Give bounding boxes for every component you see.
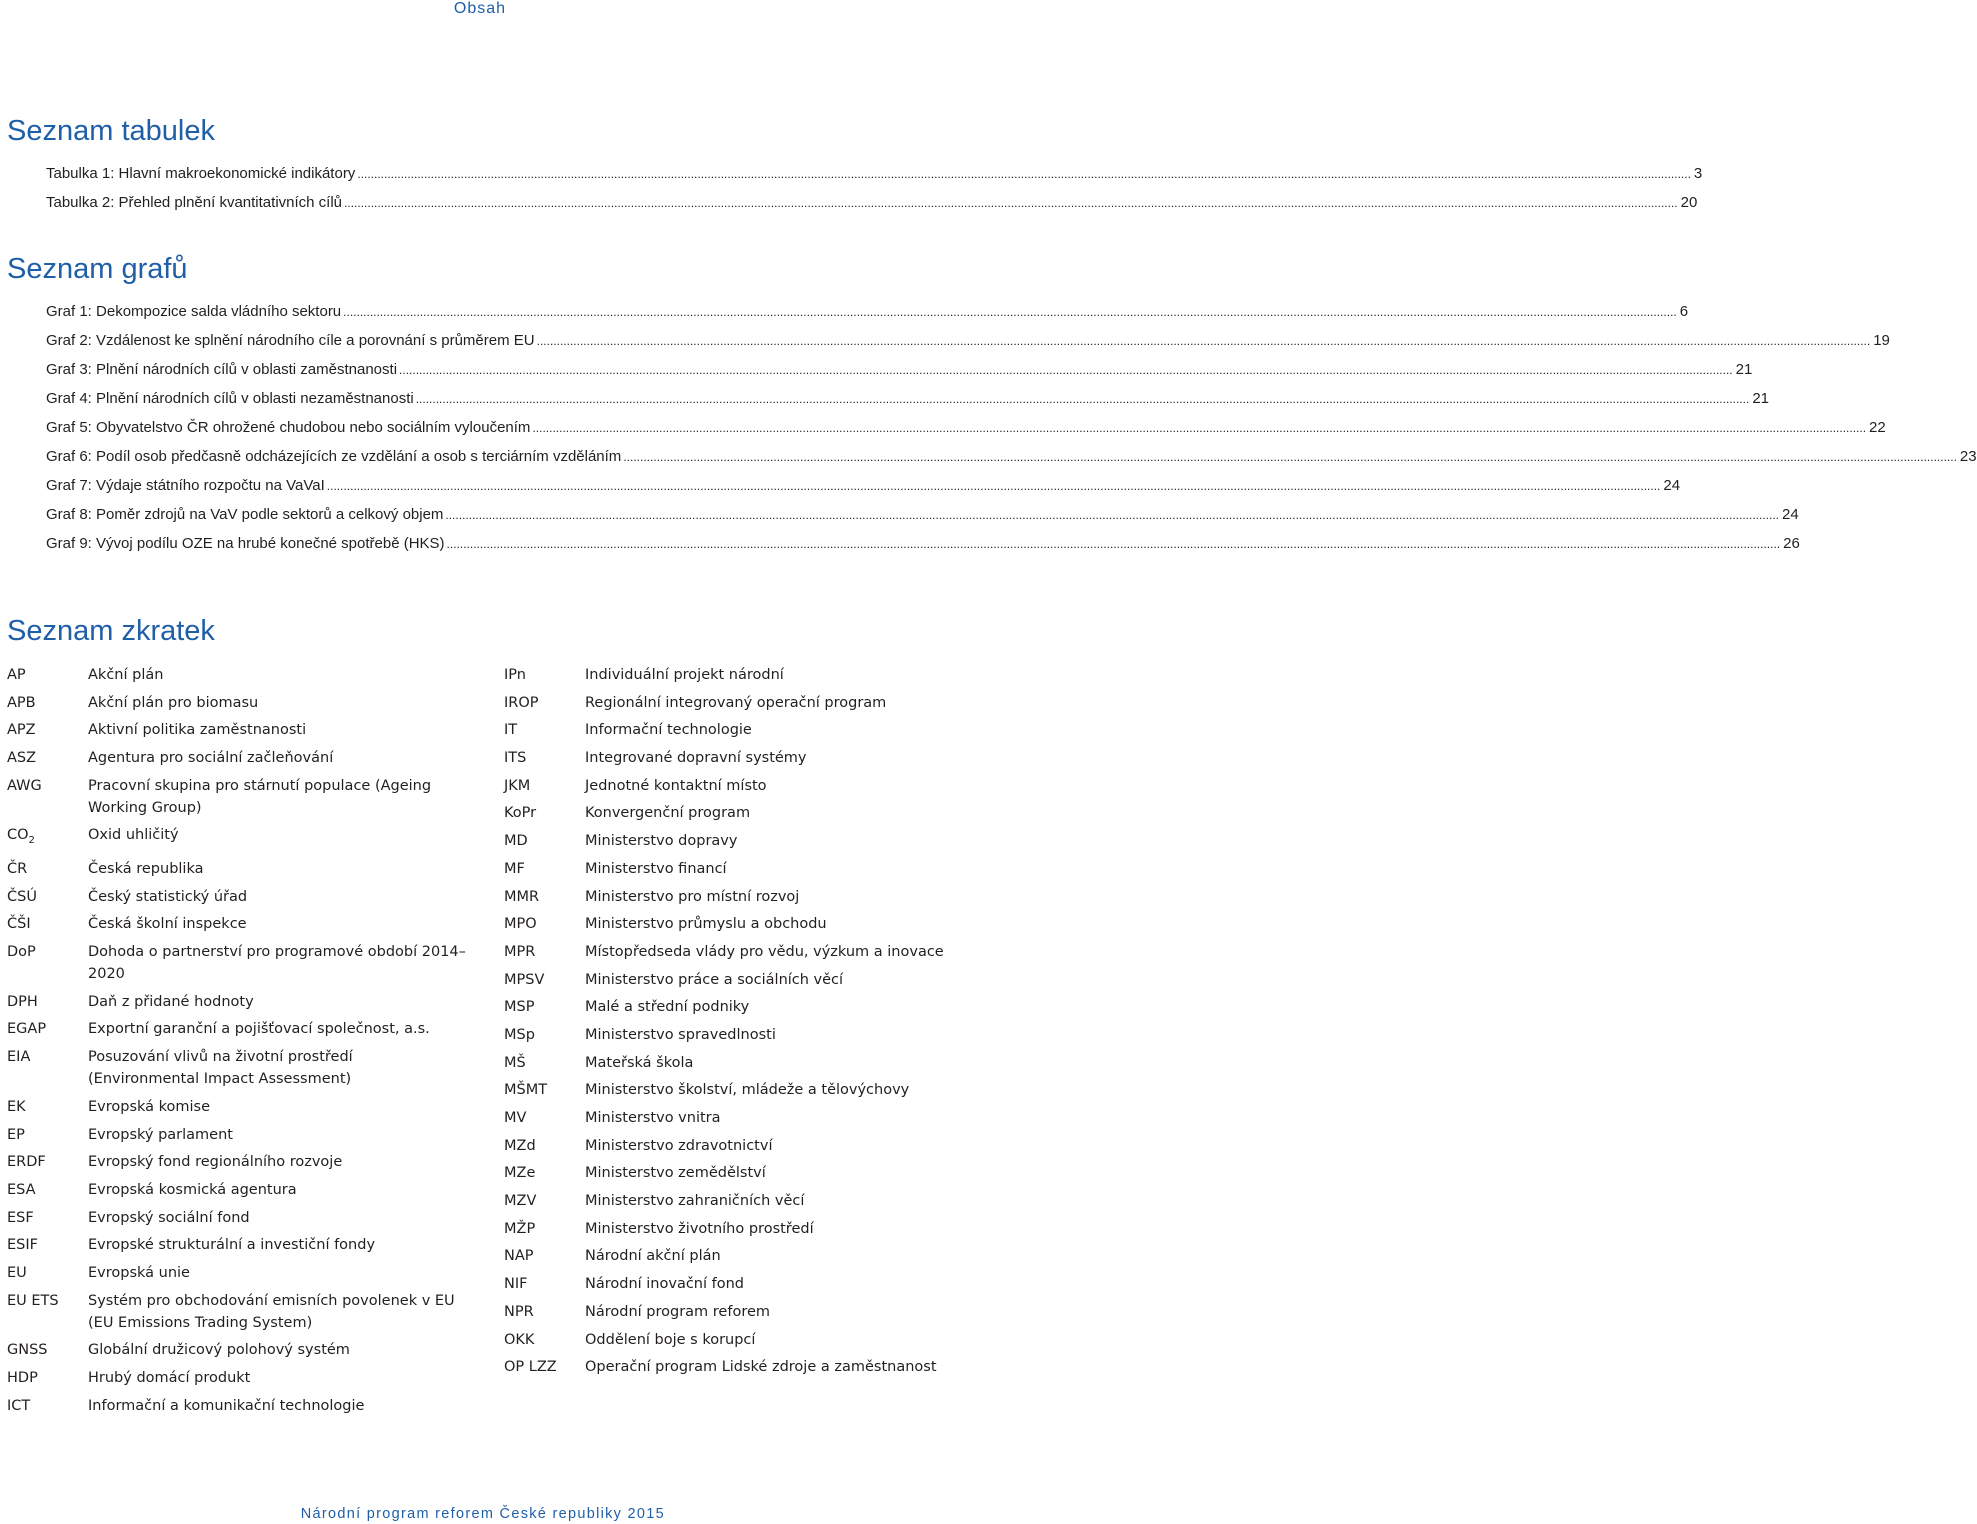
abbreviation-description: Český statistický úřad [88, 888, 248, 905]
abbreviation-code: EK [7, 1098, 26, 1115]
abbreviation-entry [504, 969, 954, 991]
abbreviation-description: Agentura pro sociální začleňování [88, 750, 334, 767]
toc-leader-dots: ................................................................................................................................................................................................................................................................................................................................................................................................................ [623, 450, 1957, 464]
abbreviation-entry [7, 775, 467, 819]
abbreviation-code: IROP [504, 694, 539, 711]
abbreviation-description: Malé a střední podniky [585, 999, 750, 1016]
abbreviation-entry [7, 991, 467, 1013]
abbreviation-code: MZd [504, 1137, 536, 1154]
abbreviation-code: ČSÚ [7, 888, 37, 905]
abbreviation-code: ČR [7, 861, 28, 878]
graphs-list [46, 297, 1977, 558]
abbreviation-entry [7, 664, 467, 686]
toc-leader-dots: ................................................................................................................................................................................................................................................................................................................................................................................................................ [399, 363, 1733, 377]
abbreviation-entry [504, 1301, 954, 1323]
abbreviation-entry [7, 1179, 467, 1201]
toc-entry-page: 24 [1663, 477, 1681, 494]
abbreviation-description: Aktivní politika zaměstnanosti [88, 722, 307, 739]
abbreviation-description: Ministerstvo práce a sociálních věcí [585, 971, 844, 988]
abbreviation-code: MD [504, 833, 528, 850]
abbreviation-entry [7, 941, 467, 985]
abbreviation-code: APB [7, 694, 36, 711]
abbreviation-code: DPH [7, 993, 38, 1010]
abbreviation-code-subscript: 2 [28, 835, 35, 847]
abbreviation-entry [504, 1329, 954, 1351]
abbreviation-entry [504, 830, 954, 852]
abbreviation-code: EP [7, 1126, 25, 1143]
abbreviation-code: MPSV [504, 971, 545, 988]
abbreviation-entry [504, 1273, 954, 1295]
abbreviation-description: Oddělení boje s korupcí [585, 1331, 756, 1348]
toc-entry-page: 26 [1783, 535, 1800, 552]
abbreviation-code: KoPr [504, 805, 537, 822]
toc-entry-label: Graf 7: Výdaje státního rozpočtu na VaVaI [46, 477, 325, 494]
abbreviation-description: Česká školní inspekce [88, 916, 247, 933]
abbreviation-description: Informační a komunikační technologie [88, 1397, 365, 1414]
abbreviation-entry [7, 1262, 467, 1284]
abbreviation-code: AWG [7, 777, 42, 794]
abbreviations-section-title: Seznam zkratek [7, 615, 215, 647]
abbreviation-code: AP [7, 667, 26, 683]
toc-entry[interactable] [46, 384, 1769, 413]
abbreviation-code: JKM [504, 777, 531, 794]
abbreviation-code: NIF [504, 1276, 528, 1293]
abbreviation-description: Daň z přidané hodnoty [88, 993, 254, 1010]
toc-leader-dots: ................................................................................................................................................................................................................................................................................................................................................................................................................ [415, 392, 1750, 406]
abbreviation-entry [504, 1135, 954, 1157]
abbreviation-description: Ministerstvo pro místní rozvoj [585, 888, 800, 905]
toc-entry-page: 6 [1679, 303, 1689, 320]
toc-entry-label: Tabulka 1: Hlavní makroekonomické indikátory [46, 165, 356, 182]
abbreviation-entry [7, 692, 467, 714]
abbreviation-description: Ministerstvo zemědělství [585, 1165, 766, 1182]
abbreviation-description: Mateřská škola [585, 1054, 694, 1071]
abbreviation-description: Ministerstvo vnitra [585, 1110, 721, 1126]
abbreviation-entry [504, 692, 954, 714]
toc-leader-dots: ................................................................................................................................................................................................................................................................................................................................................................................................................ [445, 508, 1780, 522]
abbreviation-description: Operační program Lidské zdroje a zaměstnanost [585, 1359, 937, 1376]
abbreviation-entry [504, 1079, 954, 1101]
abbreviation-description: Pracovní skupina pro stárnutí populace (Ageing Working Group) [88, 777, 432, 816]
abbreviation-code-main: CO [7, 827, 29, 844]
abbreviation-entry [504, 802, 954, 824]
toc-entry-label: Graf 4: Plnění národních cílů v oblasti nezaměstnanosti [46, 390, 414, 407]
abbreviation-description: Evropská kosmická agentura [88, 1181, 297, 1198]
abbreviation-entry [7, 1339, 467, 1361]
graphs-section-title: Seznam grafů [7, 253, 188, 285]
abbreviation-code: MSp [504, 1026, 535, 1043]
abbreviation-code: MPO [504, 916, 537, 933]
abbreviation-code: ICT [7, 1397, 31, 1414]
toc-entry-page: 20 [1680, 194, 1698, 211]
abbreviation-entry [7, 886, 467, 908]
abbreviation-description: Evropský sociální fond [88, 1209, 250, 1226]
abbreviation-code: EGAP [7, 1021, 47, 1038]
abbreviation-code: MV [504, 1110, 527, 1126]
abbreviation-description: Ministerstvo školství, mládeže a tělovýchovy [585, 1082, 910, 1099]
abbreviation-code: HDP [7, 1370, 38, 1387]
abbreviation-description: Evropská komise [88, 1098, 211, 1115]
abbreviation-entry [7, 858, 467, 880]
abbreviation-code: ERDF [7, 1154, 46, 1171]
toc-entry-page: 24 [1782, 506, 1799, 523]
abbreviation-description: Individuální projekt národní [585, 667, 784, 683]
abbreviation-entry [7, 719, 467, 741]
toc-entry-page: 21 [1735, 361, 1753, 378]
abbreviation-code: DoP [7, 944, 36, 961]
abbreviation-entry [504, 858, 954, 880]
abbreviation-entry [504, 996, 954, 1018]
toc-entry-label: Graf 8: Poměr zdrojů na VaV podle sektorů a celkový objem [46, 506, 444, 523]
abbreviation-description: Konvergenční program [585, 805, 751, 822]
abbreviation-description: Národní inovační fond [585, 1276, 745, 1293]
toc-entry-label: Graf 9: Vývoj podílu OZE na hrubé konečné spotřebě (HKS) [46, 535, 445, 552]
abbreviation-description: Národní akční plán [585, 1248, 721, 1265]
toc-entry[interactable] [46, 500, 1799, 529]
abbreviation-entry [504, 1024, 954, 1046]
toc-entry-label: Graf 5: Obyvatelstvo ČR ohrožené chudobou nebo sociálním vyloučením [46, 419, 531, 436]
abbreviation-description: Dohoda o partnerství pro programové období 2014–2020 [88, 944, 466, 983]
abbreviation-code: EU [7, 1264, 27, 1281]
toc-entry[interactable] [46, 188, 1698, 217]
abbreviation-code: MZV [504, 1193, 537, 1210]
toc-entry-page: 3 [1693, 165, 1703, 182]
abbreviation-code: MSP [504, 999, 535, 1016]
toc-entry[interactable] [46, 529, 1800, 558]
abbreviation-entry [7, 1124, 467, 1146]
abbreviation-entry [504, 941, 954, 963]
abbreviation-code: MZe [504, 1165, 536, 1182]
abbreviation-entry [504, 719, 954, 741]
abbreviation-entry [504, 1052, 954, 1074]
toc-entry[interactable] [46, 442, 1977, 471]
abbreviation-description: Regionální integrovaný operační program [585, 694, 887, 711]
abbreviation-code: MŠMT [504, 1082, 548, 1099]
toc-entry[interactable] [46, 471, 1681, 500]
abbreviations-right-column [504, 664, 954, 1384]
abbreviation-entry [7, 824, 467, 852]
abbreviation-entry [504, 886, 954, 908]
abbreviation-code: EU ETS [7, 1292, 59, 1309]
toc-leader-dots: ................................................................................................................................................................................................................................................................................................................................................................................................................ [357, 167, 1691, 181]
toc-entry-label: Tabulka 2: Přehled plnění kvantitativních cílů [46, 194, 343, 211]
abbreviation-code: IPn [504, 667, 526, 683]
toc-entry-label: Graf 2: Vzdálenost ke splnění národního cíle a porovnání s průměrem EU [46, 332, 535, 349]
abbreviation-description: Evropský fond regionálního rozvoje [88, 1154, 343, 1171]
toc-leader-dots: ................................................................................................................................................................................................................................................................................................................................................................................................................ [343, 305, 1677, 319]
abbreviation-description: Systém pro obchodování emisních povolenek v EU (EU Emissions Trading System) [88, 1292, 455, 1331]
abbreviations-left-column [7, 664, 467, 1422]
abbreviation-entry [504, 747, 954, 769]
abbreviation-code: MF [504, 860, 525, 877]
tables-section-title: Seznam tabulek [7, 115, 215, 147]
abbreviation-entry [504, 1162, 954, 1184]
abbreviation-description: Ministerstvo zahraničních věcí [585, 1193, 805, 1210]
abbreviation-description: Místopředseda vlády pro vědu, výzkum a inovace [585, 943, 944, 960]
abbreviation-entry [7, 1096, 467, 1118]
abbreviation-entry [7, 913, 467, 935]
tables-list [46, 159, 1703, 217]
abbreviation-code: NPR [504, 1303, 534, 1320]
abbreviation-code: MŠ [504, 1054, 526, 1071]
page-footer [0, 1505, 960, 1523]
abbreviation-code: MPR [504, 943, 536, 960]
abbreviation-code: ESIF [7, 1237, 38, 1254]
abbreviation-entry [7, 1151, 467, 1173]
toc-leader-dots: ................................................................................................................................................................................................................................................................................................................................................................................................................ [532, 421, 1867, 435]
abbreviation-description: Ministerstvo zdravotnictví [585, 1137, 773, 1154]
abbreviation-description: Oxid uhličitý [88, 827, 179, 844]
toc-entry[interactable] [46, 413, 1886, 442]
abbreviation-entry [504, 664, 954, 686]
abbreviation-entry [504, 913, 954, 935]
abbreviation-entry [504, 1356, 954, 1378]
abbreviation-entry [504, 1107, 954, 1129]
toc-entry-page: 22 [1869, 419, 1886, 436]
abbreviation-entry [7, 1207, 467, 1229]
toc-leader-dots: ................................................................................................................................................................................................................................................................................................................................................................................................................ [536, 334, 1871, 348]
abbreviation-description: Akční plán pro biomasu [88, 694, 259, 711]
abbreviation-description: Národní program reforem [585, 1303, 771, 1320]
abbreviation-description: Globální družicový polohový systém [88, 1342, 350, 1359]
toc-entry-page: 19 [1873, 332, 1890, 349]
toc-entry[interactable] [46, 159, 1703, 188]
page-header-title: Obsah [453, 0, 507, 17]
toc-entry-label: Graf 6: Podíl osob předčasně odcházejících ze vzdělání a osob s terciárním vzděláním [46, 448, 622, 465]
abbreviation-code: ESA [7, 1181, 36, 1198]
abbreviation-description: Ministerstvo průmyslu a obchodu [585, 916, 827, 933]
abbreviation-code: IT [504, 722, 518, 739]
toc-entry-label: Graf 1: Dekompozice salda vládního sektoru [46, 303, 342, 320]
abbreviation-code: MŽP [504, 1220, 536, 1237]
abbreviation-entry [7, 747, 467, 769]
abbreviation-description: Evropský parlament [88, 1126, 233, 1143]
abbreviation-entry [7, 1018, 467, 1040]
abbreviation-entry [7, 1395, 467, 1417]
abbreviation-description: Posuzování vlivů na životní prostředí (Environmental Impact Assessment) [88, 1049, 353, 1088]
abbreviation-entry [7, 1234, 467, 1256]
abbreviation-entry [504, 1218, 954, 1240]
abbreviation-code: ESF [7, 1209, 34, 1226]
abbreviation-code: OKK [504, 1331, 535, 1348]
abbreviation-description: Ministerstvo dopravy [585, 833, 738, 850]
toc-entry-page: 23 [1959, 448, 1977, 465]
abbreviation-description: Evropské strukturální a investiční fondy [88, 1237, 376, 1254]
abbreviation-description: Informační technologie [585, 722, 752, 739]
abbreviation-code: APZ [7, 722, 36, 739]
abbreviation-description: Exportní garanční a pojišťovací společnost, a.s. [88, 1021, 430, 1038]
abbreviation-entry [7, 1290, 467, 1334]
abbreviation-code: GNSS [7, 1342, 48, 1359]
abbreviation-entry [504, 1190, 954, 1212]
toc-entry[interactable] [46, 355, 1753, 384]
abbreviation-code: MMR [504, 888, 540, 905]
abbreviation-entry [504, 775, 954, 797]
toc-entry[interactable] [46, 297, 1689, 326]
footer-text: Národní program reforem České republiky 2015 [300, 1506, 665, 1522]
abbreviation-code: ASZ [7, 750, 37, 767]
toc-entry-label: Graf 3: Plnění národních cílů v oblasti zaměstnanosti [46, 361, 398, 378]
abbreviation-description: Integrované dopravní systémy [585, 750, 807, 767]
abbreviation-code: ITS [504, 750, 527, 767]
abbreviation-description: Jednotné kontaktní místo [585, 777, 767, 794]
abbreviation-description: Ministerstvo životního prostředí [585, 1220, 814, 1237]
abbreviation-description: Akční plán [88, 667, 164, 683]
abbreviation-entry [7, 1046, 467, 1090]
abbreviation-code: OP LZZ [504, 1359, 557, 1376]
abbreviation-code: EIA [7, 1049, 31, 1066]
toc-leader-dots: ................................................................................................................................................................................................................................................................................................................................................................................................................ [446, 537, 1781, 551]
abbreviation-code: NAP [504, 1248, 534, 1265]
abbreviation-code [7, 824, 88, 852]
abbreviation-description: Česká republika [88, 861, 204, 878]
abbreviation-description: Ministerstvo financí [585, 860, 727, 877]
abbreviation-code: ČŠI [7, 916, 31, 933]
abbreviation-entry [7, 1367, 467, 1389]
abbreviation-description: Hrubý domácí produkt [88, 1370, 251, 1387]
toc-entry-page: 21 [1752, 390, 1769, 407]
abbreviation-entry [504, 1245, 954, 1267]
toc-leader-dots: ................................................................................................................................................................................................................................................................................................................................................................................................................ [326, 479, 1661, 493]
abbreviation-description: Ministerstvo spravedlnosti [585, 1026, 776, 1043]
toc-leader-dots: ................................................................................................................................................................................................................................................................................................................................................................................................................ [344, 196, 1678, 210]
abbreviation-description: Evropská unie [88, 1264, 190, 1281]
toc-entry[interactable] [46, 326, 1890, 355]
